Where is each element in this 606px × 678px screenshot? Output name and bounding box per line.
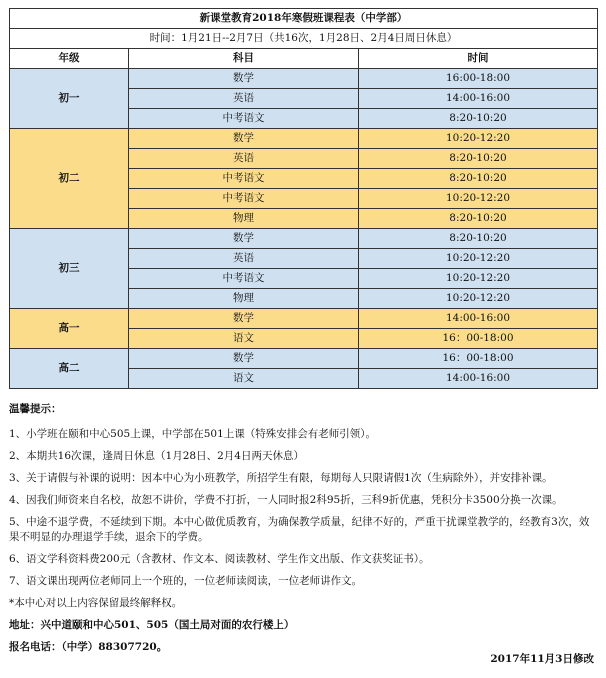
- phone-line: 报名电话：（中学）88307720。: [9, 641, 168, 653]
- note-item: *本中心对以上内容保留最终解释权。: [9, 597, 183, 609]
- schedule-row: [10, 309, 598, 329]
- subject-cell: 英语: [129, 89, 359, 109]
- notes-list: [9, 427, 597, 611]
- time-cell: 14:00-16:00: [359, 89, 598, 109]
- subject-cell: 中考语文: [129, 109, 359, 129]
- schedule-row: [10, 349, 598, 369]
- time-cell: 8:20-10:20: [359, 109, 598, 129]
- notes-section: [9, 402, 597, 655]
- page-title: 新课堂教育2018年寒假班课程表（中学部）: [10, 9, 598, 29]
- note-item: 3、关于请假与补课的说明：因本中心为小班教学，所招学生有限，每期每人只限请假1次（生病除外），并安排补课。: [9, 472, 553, 484]
- header-subject: 科目: [129, 49, 359, 69]
- subject-cell: 数学: [129, 69, 359, 89]
- time-cell: 14:00-16:00: [359, 369, 598, 389]
- time-cell: 8:20-10:20: [359, 209, 598, 229]
- subject-cell: 语文: [129, 329, 359, 349]
- time-cell: 14:00-16:00: [359, 309, 598, 329]
- time-cell: 8:20-10:20: [359, 169, 598, 189]
- address-line: 地址：兴中道颐和中心501、505（国土局对面的农行楼上）: [9, 619, 295, 631]
- subject-cell: 数学: [129, 129, 359, 149]
- note-item: 5、中途不退学费，不延续到下期。本中心做优质教育，为确保教学质量，纪律不好的，严重干扰课堂教学的，经教育3次，效果不明显的办理退学手续，退余下的学费。: [9, 516, 590, 543]
- note-item: 1、小学班在颐和中心505上课，中学部在501上课（特殊安排会有老师引领）。: [9, 428, 377, 440]
- subject-cell: 英语: [129, 249, 359, 269]
- schedule-row: [10, 129, 598, 149]
- subject-cell: 语文: [129, 369, 359, 389]
- grade-cell: 高二: [10, 349, 129, 389]
- time-cell: 16：00-18:00: [359, 349, 598, 369]
- schedule-row: [10, 69, 598, 89]
- header-grade: 年级: [10, 49, 129, 69]
- updated-date: 2017年11月3日修改: [490, 653, 594, 665]
- header-time: 时间: [359, 49, 598, 69]
- notes-heading: 温馨提示：: [9, 403, 62, 415]
- subject-cell: 中考语文: [129, 269, 359, 289]
- grade-cell: 高一: [10, 309, 129, 349]
- time-cell: 10:20-12:20: [359, 249, 598, 269]
- subject-cell: 中考语文: [129, 189, 359, 209]
- time-cell: 16：00-18:00: [359, 329, 598, 349]
- time-cell: 10:20-12:20: [359, 129, 598, 149]
- note-item: 4、因我们师资来自名校，故恕不讲价，学费不打折，一人同时报2科95折，三科9折优惠，凭积分卡3500分换一次课。: [9, 494, 563, 506]
- subject-cell: 物理: [129, 209, 359, 229]
- subject-cell: 中考语文: [129, 169, 359, 189]
- time-cell: 8:20-10:20: [359, 149, 598, 169]
- time-cell: 10:20-12:20: [359, 289, 598, 309]
- subject-cell: 数学: [129, 349, 359, 369]
- grade-cell: 初一: [10, 69, 129, 129]
- schedule-row: [10, 229, 598, 249]
- schedule-period: 时间：1月21日--2月7日（共16次，1月28日、2月4日周日休息）: [10, 29, 598, 49]
- grade-cell: 初三: [10, 229, 129, 309]
- subject-cell: 物理: [129, 289, 359, 309]
- subject-cell: 数学: [129, 229, 359, 249]
- time-cell: 8:20-10:20: [359, 229, 598, 249]
- time-cell: 16:00-18:00: [359, 69, 598, 89]
- schedule-container: [9, 8, 597, 389]
- grade-cell: 初二: [10, 129, 129, 229]
- time-cell: 10:20-12:20: [359, 269, 598, 289]
- subject-cell: 数学: [129, 309, 359, 329]
- time-cell: 10:20-12:20: [359, 189, 598, 209]
- note-item: 6、语文学科资料费200元（含教材、作文本、阅读教材、学生作文出版、作文获奖证书）。: [9, 553, 430, 565]
- schedule-table: [9, 8, 598, 389]
- note-item: 2、本期共16次课，逢周日休息（1月28日、2月4日两天休息）: [9, 450, 304, 462]
- subject-cell: 英语: [129, 149, 359, 169]
- note-item: 7、语文课出现两位老师同上一个班的，一位老师读阅读，一位老师讲作文。: [9, 575, 363, 587]
